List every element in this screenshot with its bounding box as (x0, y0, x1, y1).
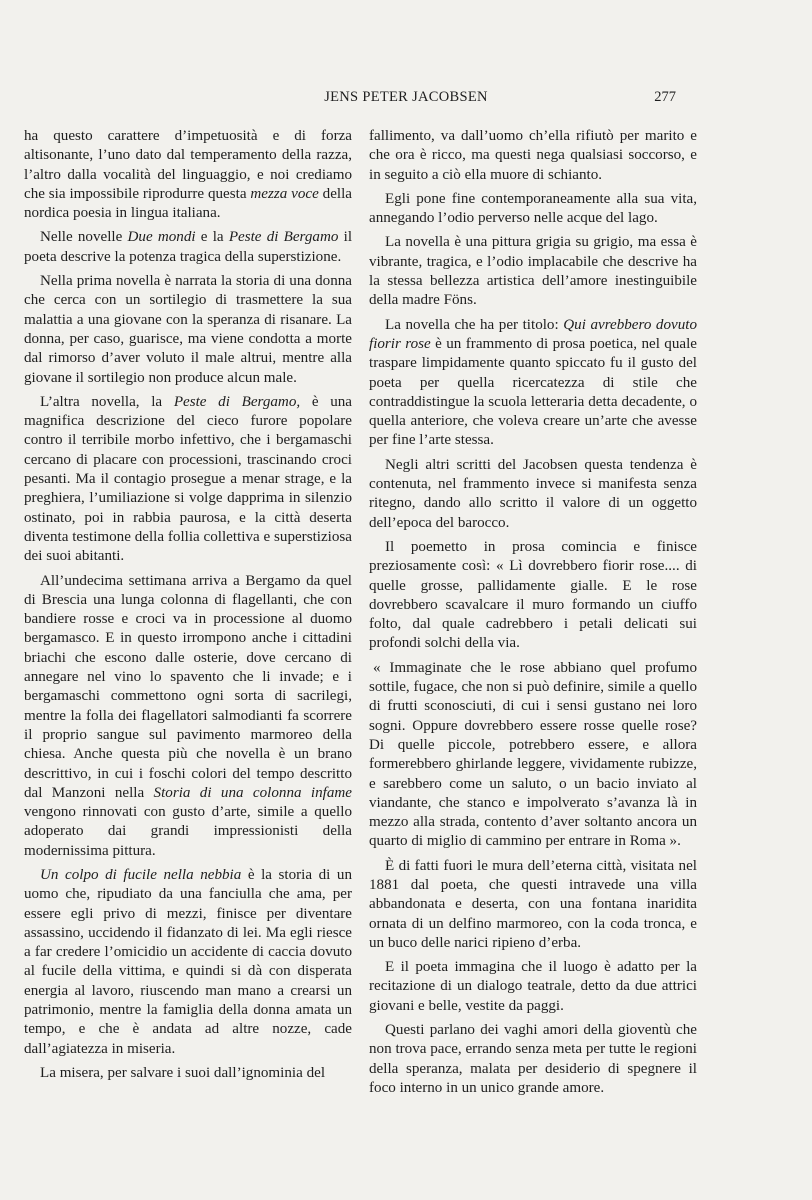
italic-title: mezza voce (250, 185, 319, 202)
text-run: Negli altri scritti del Jacobsen questa tendenza è contenuta, nel frammento invece si manifesta senza ritegno, dando allo scritto il valore di un oggetto dell’epoca del barocco. (369, 456, 697, 531)
running-header (0, 89, 812, 109)
text-run: La novella che ha per titolo: (385, 316, 564, 333)
text-run: La misera, per salvare i suoi dall’ignominia del (40, 1064, 326, 1081)
text-run: fallimento, va dall’uomo ch’ella rifiutò per marito e che ora è ricco, ma questi nega qualsiasi soccorso, e in seguito a ciò ella muore di schianto. (369, 128, 697, 183)
text-run: Il poemetto in prosa comincia e finisce preziosamente così: « Lì dovrebbero fiorir rose.... di quelle grosse, pallidamente gialle. E le rose dovrebbero scavalcare il muro formando un ciuffo folto, dal quale cadrebbero i petali delicati sui profondi solchi della via. (369, 538, 697, 652)
page-number: 277 (654, 89, 676, 105)
text-run: Nelle novelle (40, 229, 128, 246)
italic-title: Un colpo di fucile nella nebbia (40, 866, 242, 883)
text-run: della nordica poesia in lingua italiana. (24, 185, 352, 222)
text-run: Egli pone fine contemporaneamente alla sua vita, annegando l’odio perverso nelle acque del lago. (369, 190, 697, 227)
text-run: È di fatti fuori le mura dell’eterna città, visitata nel 1881 dal poeta, che questi intravede una villa abbandonata e deserta, con una fontana inaridita ornata di un delfino marmoreo, con la coda tronca, e un buco delle narici ripieno d’erba. (369, 857, 697, 951)
paragraph (369, 316, 697, 451)
text-run: Questi parlano dei vaghi amori della gioventù che non trova pace, errando senza meta per tutte le regioni della speranza, malata per desiderio di spegnere il foco interno in un unico grande amore. (369, 1022, 697, 1096)
left-column (24, 127, 352, 1088)
text-run: vengono rinnovati con gusto d’arte, simile a quello adoperato dai grandi impressionisti della modernissima pittura. (24, 804, 352, 859)
paragraph (24, 127, 352, 223)
text-run: La novella è una pittura grigia su grigio, ma essa è vibrante, tragica, e l’odio implacabile che descrive ha la stessa bellezza artistica dell’amore inestinguibile della madre Föns. (369, 234, 697, 309)
italic-title: Peste di Bergamo (228, 229, 339, 246)
paragraph (24, 228, 352, 267)
paragraph (24, 866, 352, 1059)
text-run: è la storia di un uomo che, ripudiato da una fanciulla che ama, per essere egli privo di mezzi, finisce per diventare assassino, uccidendo il fidanzato di lei. Ma egli riesce a far credere l’omicidio un accidente di caccia dovuto al fucile della vittima, e quindi si dà con disperata energia al lavoro, riuscendo man mano a crearsi un patrimonio, mentre la famiglia della donna amata un tempo, e che è andata ad altre nozze, cade dall’agiatezza in miseria. (24, 866, 353, 1057)
italic-title: Due mondi (127, 229, 196, 246)
paragraph (369, 456, 697, 533)
paragraph (369, 127, 697, 185)
paragraph (24, 572, 352, 861)
text-run: All’undecima settimana arriva a Bergamo da quel di Brescia una lunga colonna di flagellanti, che con bandiere rosse e croci va in processione al duomo bergamasco. E in questo irrompono anche i cittadini briachi che escono dalle osterie, dove cercano di annegare nel vino lo spavento che li invade; e i bergamaschi commettono ogni sorta di sacrilegi, mentre la folla dei flagellatori salmodianti fa scorrere il proprio sangue sul pavimento marmoreo della chiesa. Anche questa più che novella è un brano descrittivo, in cui i foschi colori del tempo descritto dal Manzoni nella (24, 572, 352, 801)
paragraph (369, 958, 697, 1016)
right-column (369, 127, 697, 1103)
text-run: Nella prima novella è narrata la storia di una donna che cerca con un sortilegio di trasmettere la sua malattia a una giovane con la speranza di risanare. La donna, per caso, guarisce, ma viene condotta a morte dal rimorso d’aver voluto il male altrui, mentre alla giovane il sortilegio non produce alcun male. (24, 273, 352, 386)
paragraph (369, 538, 697, 654)
text-run: è una magnifica descrizione del cieco furore popolare contro il terribile morbo infettivo, che i bergamaschi cercano di placare con processioni, trascinando croci pesanti. Ma il contagio prosegue a menar strage, e la preghiera, l’umiliazione si volge dapprima in silenzio ostinato, poi in rabbia paurosa, e la città deserta diventa testimone della follia collettiva e superstiziosa dei suoi abitanti. (24, 393, 353, 565)
text-run: è un frammento di prosa poetica, nel quale traspare limpidamente quanto spiccato fu il gusto del poeta per quella ricercatezza di stile che contraddistingue la scuola letteraria detta decadente, o quella anteriore, che voleva creare un’arte che avesse per fine l’arte stessa. (369, 335, 697, 449)
italic-title: Storia di una colonna infame (153, 784, 352, 801)
text-run: L’altra novella, la (40, 393, 174, 410)
paragraph (369, 659, 697, 852)
italic-title: Qui avrebbero dovuto fiorir rose (369, 316, 698, 352)
text-run: il poeta descrive la potenza tragica della superstizione. (24, 229, 353, 265)
italic-title: Peste di Bergamo, (173, 393, 301, 410)
text-run: « Immaginate che le rose abbiano quel profumo sottile, fugace, che non si può definire, simile a quello di frutti sconosciuti, di cui i sensi gustano nei loro sogni. Oppure dovrebbero essere rosse quelle rose? Di quelle piccole, potrebbero essere, e allora formerebbero ghirlande leggere, vividamente rubizze, e sarebbero come un saluto, o un bacio inviato al viandante, che stanco e impolverato s’avanza là in mezzo alla strada, contento d’aver soltanto ancora un quarto di miglio di cammino per entrare in Roma ». (369, 659, 697, 850)
paragraph (369, 857, 697, 953)
paragraph (24, 393, 352, 567)
paragraph (24, 1064, 352, 1083)
paragraph (369, 233, 697, 310)
text-run: ha questo carattere d’impetuosità e di forza altisonante, l’uno dato dal temperamento della razza, l’altro dalla vocalità del linguaggio, e noi crediamo che sia impossibile riprodurre questa (24, 128, 352, 202)
paragraph (369, 190, 697, 229)
running-title: JENS PETER JACOBSEN (324, 89, 488, 105)
paragraph (369, 1021, 697, 1098)
text-run: E il poeta immagina che il luogo è adatto per la recitazione di un dialogo teatrale, detto da due attrici giovani e belle, vestite da paggi. (369, 959, 697, 1014)
text-run: e la (195, 229, 229, 246)
paragraph (24, 272, 352, 388)
